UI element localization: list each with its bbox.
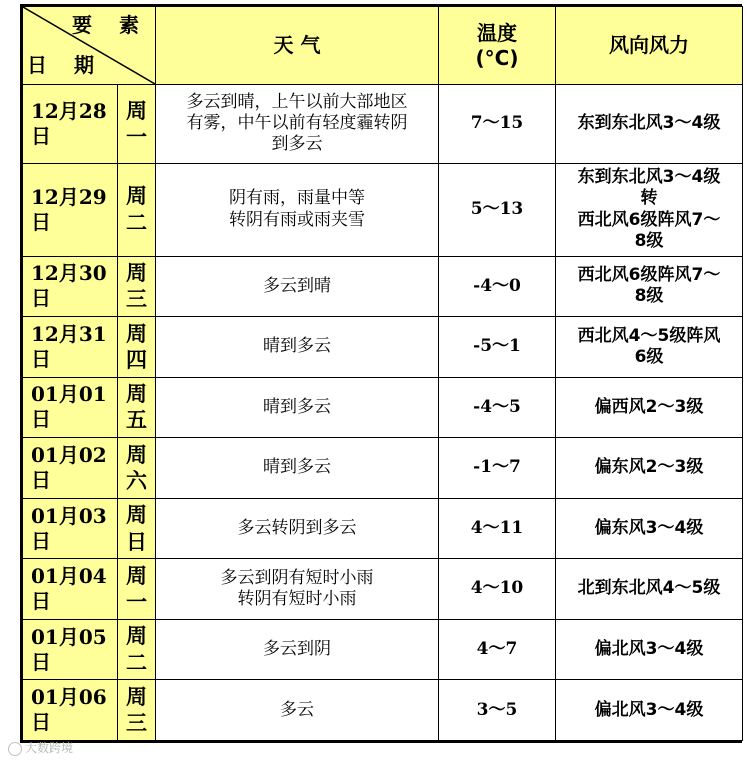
date-cell-line: 01月05: [31, 624, 107, 649]
forecast-table-wrapper: [20, 4, 742, 743]
date-cell: [23, 377, 118, 438]
weather-header: 天 气: [156, 7, 439, 85]
weekday-cell-line: 二: [126, 649, 147, 675]
date-cell-line: 日: [31, 209, 51, 234]
wind-cell: [556, 256, 743, 317]
weekday-cell-line: 周: [126, 381, 147, 407]
weather-cell: [156, 619, 439, 680]
weekday-cell-line: 六: [126, 467, 147, 493]
weather-cell: [156, 377, 439, 438]
weekday-cell-line: 日: [126, 528, 147, 554]
date-cell-line: 01月06: [31, 685, 107, 710]
temperature-cell: 5～13: [439, 163, 556, 256]
temperature-cell: -1～7: [439, 438, 556, 499]
wind-cell-line: 6级: [634, 346, 664, 367]
wind-cell-line: 偏东风3～4级: [594, 517, 704, 538]
date-cell: [23, 256, 118, 317]
forecast-table: [22, 6, 743, 741]
temperature-cell: -5～1: [439, 317, 556, 378]
weather-cell-line: 到多云: [271, 134, 323, 155]
wind-cell: [556, 619, 743, 680]
wind-cell: [556, 163, 743, 256]
weekday-cell-line: 周: [126, 441, 147, 467]
date-cell: [23, 317, 118, 378]
weekday-cell-line: 三: [126, 710, 147, 736]
weather-cell-line: 阴有雨，雨量中等: [229, 188, 365, 209]
weather-cell-line: 转阴有雨或雨夹雪: [229, 209, 365, 230]
wind-cell: [556, 438, 743, 499]
weekday-cell: [118, 163, 156, 256]
wind-cell-line: 西北风6级阵风7～: [577, 209, 721, 230]
weekday-cell-line: 一: [126, 589, 147, 615]
date-cell: [23, 438, 118, 499]
wind-cell-line: 8级: [634, 286, 664, 307]
temp-header-line2: (°C): [475, 45, 519, 70]
wind-cell: [556, 680, 743, 741]
date-cell-line: 日: [31, 710, 51, 735]
forecast-row: [23, 85, 743, 164]
weekday-cell-line: 五: [126, 407, 147, 433]
date-cell: [23, 85, 118, 164]
element-label: 要 素: [72, 13, 149, 37]
watermark-logo-icon: [8, 742, 22, 756]
forecast-row: [23, 498, 743, 559]
date-cell-line: 12月29: [31, 184, 107, 209]
forecast-row: [23, 680, 743, 741]
date-cell: [23, 619, 118, 680]
weekday-cell: [118, 438, 156, 499]
wind-cell: [556, 498, 743, 559]
weekday-cell-line: 周: [126, 97, 147, 123]
wind-cell: [556, 559, 743, 620]
weekday-cell-line: 二: [126, 209, 147, 235]
wind-cell-line: 偏北风3～4级: [594, 699, 704, 720]
forecast-row: [23, 619, 743, 680]
wind-cell: [556, 317, 743, 378]
temp-header-line1: 温度: [477, 20, 517, 45]
temperature-cell: 3～5: [439, 680, 556, 741]
weather-cell-line: 转阴有短时小雨: [237, 589, 357, 610]
temp-header: [439, 7, 556, 85]
weather-cell-line: 多云到晴，上午以前大部地区: [186, 91, 408, 112]
wind-cell-line: 东到东北风3～4级: [577, 113, 721, 134]
temperature-cell: -4～0: [439, 256, 556, 317]
wind-cell-line: 西北风6级阵风7～: [577, 265, 721, 286]
weather-cell-line: 多云: [280, 699, 314, 720]
temperature-cell: 4～7: [439, 619, 556, 680]
temperature-cell: -4～5: [439, 377, 556, 438]
weekday-cell: [118, 85, 156, 164]
date-cell-line: 日: [31, 407, 51, 432]
date-cell-line: 01月02: [31, 442, 107, 467]
date-cell-line: 日: [31, 467, 51, 492]
wind-cell-line: 8级: [634, 230, 664, 251]
weekday-cell: [118, 377, 156, 438]
date-cell: [23, 498, 118, 559]
weekday-cell-line: 周: [126, 320, 147, 346]
date-cell: [23, 163, 118, 256]
weekday-cell-line: 周: [126, 562, 147, 588]
weather-cell-line: 有雾，中午以前有轻度霾转阴: [186, 113, 408, 134]
weekday-cell-line: 周: [126, 260, 147, 286]
forecast-body: [23, 85, 743, 741]
weekday-cell-line: 四: [126, 346, 147, 372]
date-cell-line: 12月30: [31, 261, 107, 286]
date-cell-line: 日: [31, 123, 51, 148]
weekday-cell: [118, 256, 156, 317]
weekday-cell: [118, 498, 156, 559]
weekday-cell: [118, 680, 156, 741]
weekday-cell-line: 三: [126, 286, 147, 312]
temperature-cell: 4～11: [439, 498, 556, 559]
weekday-cell-line: 周: [126, 502, 147, 528]
forecast-row: [23, 438, 743, 499]
wind-cell: [556, 377, 743, 438]
weekday-cell: [118, 619, 156, 680]
wind-cell-line: 西北风4～5级阵风: [577, 325, 721, 346]
wind-cell-line: 偏东风2～3级: [594, 457, 704, 478]
wind-header: 风向风力: [556, 7, 743, 85]
weather-cell-line: 多云到阴有短时小雨: [220, 567, 374, 588]
weekday-cell: [118, 559, 156, 620]
watermark-text: 大数跨境: [25, 741, 74, 755]
weather-cell: [156, 438, 439, 499]
date-cell-line: 12月28: [31, 98, 107, 123]
date-cell-line: 01月03: [31, 503, 107, 528]
header-row: [23, 7, 743, 85]
weather-cell: [156, 498, 439, 559]
date-cell-line: 01月04: [31, 564, 107, 589]
date-cell-line: 日: [31, 649, 51, 674]
wind-cell-line: 转: [640, 188, 658, 209]
weather-cell: [156, 163, 439, 256]
weather-cell: [156, 317, 439, 378]
weather-cell: [156, 256, 439, 317]
weather-cell: [156, 680, 439, 741]
weekday-cell-line: 周: [126, 623, 147, 649]
weather-cell-line: 晴到多云: [263, 336, 331, 357]
weather-cell-line: 多云到阴: [263, 638, 331, 659]
weather-cell: [156, 85, 439, 164]
date-cell-line: 日: [31, 528, 51, 553]
date-cell: [23, 680, 118, 741]
weekday-cell: [118, 317, 156, 378]
forecast-row: [23, 317, 743, 378]
weekday-cell-line: 一: [126, 123, 147, 149]
watermark: [8, 739, 73, 756]
date-cell-line: 日: [31, 286, 51, 311]
date-cell-line: 01月01: [31, 382, 107, 407]
weekday-cell-line: 周: [126, 683, 147, 709]
weather-cell: [156, 559, 439, 620]
weekday-cell-line: 周: [126, 183, 147, 209]
date-cell-line: 日: [31, 589, 51, 614]
wind-cell-line: 偏北风3～4级: [594, 638, 704, 659]
wind-cell-line: 北到东北风4～5级: [577, 578, 721, 599]
date-cell-line: 日: [31, 346, 51, 371]
diagonal-header-cell: [23, 7, 156, 85]
weather-cell-line: 多云到晴: [263, 275, 331, 296]
date-label: 日 期: [27, 53, 104, 77]
wind-cell-line: 偏西风2～3级: [594, 396, 704, 417]
forecast-row: [23, 256, 743, 317]
temperature-cell: 4～10: [439, 559, 556, 620]
weather-cell-line: 晴到多云: [263, 396, 331, 417]
forecast-row: [23, 163, 743, 256]
wind-cell: [556, 85, 743, 164]
weather-cell-line: 晴到多云: [263, 457, 331, 478]
date-cell-line: 12月31: [31, 321, 107, 346]
temperature-cell: 7～15: [439, 85, 556, 164]
forecast-row: [23, 377, 743, 438]
wind-cell-line: 东到东北风3～4级: [577, 167, 721, 188]
date-cell: [23, 559, 118, 620]
forecast-row: [23, 559, 743, 620]
weather-cell-line: 多云转阴到多云: [237, 517, 357, 538]
